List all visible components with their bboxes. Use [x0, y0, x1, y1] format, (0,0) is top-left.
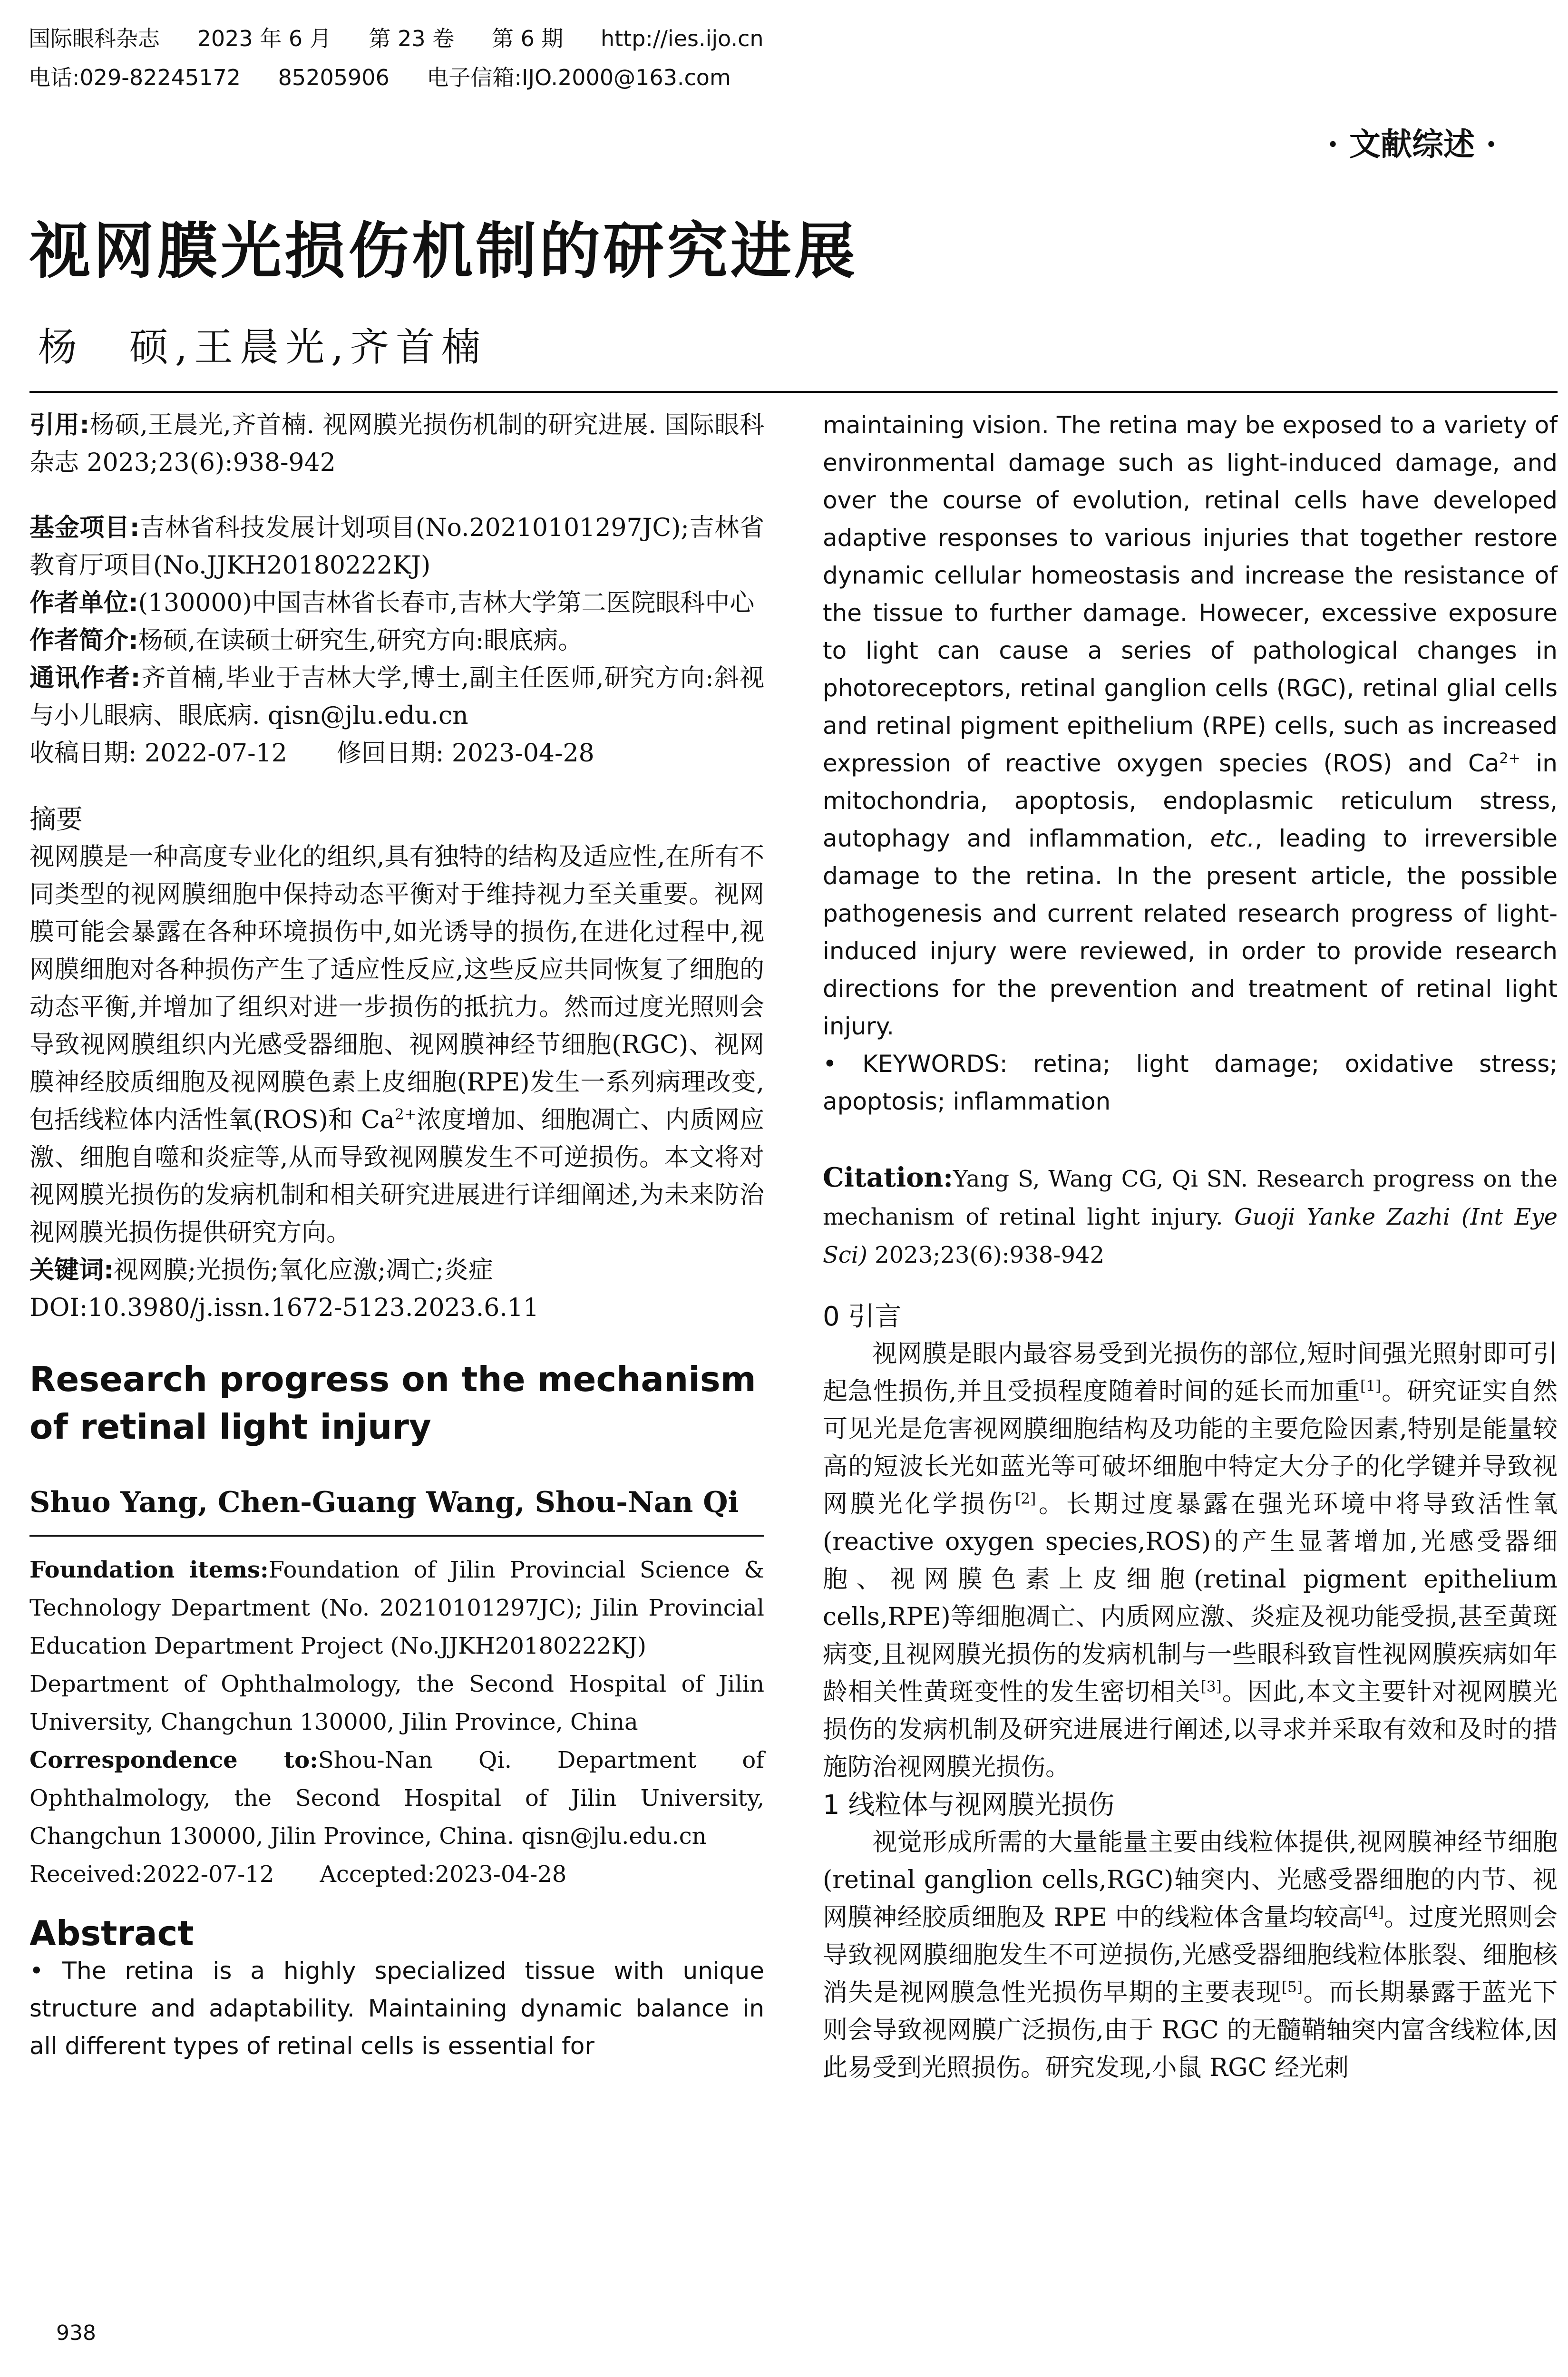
section-tag: · 文献综述 ·	[1327, 126, 1497, 163]
doi: DOI:10.3980/j.issn.1672-5123.2023.6.11	[29, 1294, 539, 1322]
unit-cn: 作者单位:(130000)中国吉林省长春市,吉林大学第二医院眼科中心	[29, 589, 755, 617]
bio-cn: 作者简介:杨硕,在读硕士研究生,研究方向:眼底病。	[29, 626, 583, 655]
section-0-paragraph: 视网膜是眼内最容易受到光损伤的部位,短时间强光照射即可引起急性损伤,并且受损程度随着时间的延长而加重[1]。研究证实自然可见光是危害视网膜细胞结构及功能的主要危险因素,特别是能量较高的短波长光如蓝光等可破坏细胞中特定大分子的化学键并导致视网膜光化学损伤[2]。长期过度暴露在强光环境中将导致活性氧(reactive oxygen species,ROS)的产生显著增加,光感受器细胞、视网膜色素上皮细胞(retinal pigment epithelium cells,RPE)等细胞凋亡、内质网应激、炎症及视功能受损,甚至黄斑病变,且视网膜光损伤的发病机制与一些眼科致盲性视网膜疾病如年龄相关性黄斑变性的发生密切相关[3]。因此,本文主要针对视网膜光损伤的发病机制及研究进展进行阐述,以寻求并采取有效和及时的措施防治视网膜光损伤。	[823, 1340, 1558, 1782]
citation-cn: 引用:杨硕,王晨光,齐首楠. 视网膜光损伤机制的研究进展. 国际眼科杂志 2023;23(6):938-942	[29, 411, 764, 477]
phone-2: 85205906	[278, 65, 390, 90]
ref-4[interactable]: [4]	[1363, 1903, 1384, 1921]
correspondence-cn: 通讯作者:齐首楠,毕业于吉林大学,博士,副主任医师,研究方向:斜视与小儿眼病、眼底病. qisn@jlu.edu.cn	[29, 664, 765, 730]
department-en: Department of Ophthalmology, the Second Hospital of Jilin University, Changchun 130000, Jilin Province, China	[29, 1671, 764, 1735]
right-column	[823, 407, 1558, 2087]
article-title-cn: 视网膜光损伤机制的研究进展	[29, 216, 858, 287]
dates-en: Received:2022-07-12 Accepted:2023-04-28	[29, 1861, 567, 1888]
en-authors-divider	[29, 1535, 764, 1537]
abstract-en-start: • The retina is a highly specialized tissue with unique structure and adaptability. Maintaining dynamic balance in all different types of retinal cells is essential for	[29, 1957, 764, 2060]
issue-number: 第 6 期	[491, 26, 564, 51]
ref-3[interactable]: [3]	[1200, 1678, 1222, 1695]
abstract-en-cont: maintaining vision. The retina may be exposed to a variety of environmental damage such as light-induced damage, and over the course of evolution, retinal cells have developed adaptive responses to various injuries that together restore dynamic cellular homeostasis and increase the resistance of the tissue to further damage. Howecer, excessive exposure to light can cause a series of pathological changes in photoreceptors, retinal ganglion cells (RGC), retinal glial cells and retinal pigment epithelium (RPE) cells, such as increased expression of reactive oxygen species (ROS) and $Ca^{2+}$ in mitochondria, apoptosis, endoplasmic reticulum stress, autophagy and inflammation, etc., leading to irreversible damage to the retina. In the present article, the possible pathogenesis and current related research progress of light-induced injury were reviewed, in order to provide research directions for the prevention and treatment of retinal light injury.	[823, 411, 1558, 1040]
journal-name: 国际眼科杂志	[29, 26, 160, 51]
keywords-cn: 关键词:视网膜;光损伤;氧化应激;凋亡;炎症	[29, 1256, 493, 1285]
section-0-title: 0 引言	[823, 1301, 902, 1332]
journal-header	[29, 19, 794, 97]
abstract-label-cn: 摘要	[29, 804, 83, 835]
foundation-en: Foundation items:Foundation of Jilin Provincial Science & Technology Department (No. 20210101297JC); Jilin Provincial Education Department Project (No.JJKH20180222KJ)	[29, 1557, 765, 1659]
fund-cn: 基金项目:吉林省科技发展计划项目(No.20210101297JC);吉林省教育厅项目(No.JJKH20180222KJ)	[29, 514, 764, 580]
section-1-paragraph: 视觉形成所需的大量能量主要由线粒体提供,视网膜神经节细胞(retinal ganglion cells,RGC)轴突内、光感受器细胞的内节、视网膜神经胶质细胞及 RPE 中的线粒体含量均较高[4]。过度光照则会导致视网膜细胞发生不可逆损伤,光感受器细胞线粒体胀裂、细胞核消失是视网膜急性光损伤早期的主要表现[5]。而长期暴露于蓝光下则会导致视网膜广泛损伤,由于 RGC 的无髓鞘轴突内富含线粒体,因此易受到光照损伤。研究发现,小鼠 RGC 经光刺	[823, 1828, 1558, 2082]
title-divider	[29, 391, 1558, 393]
ref-2[interactable]: [2]	[1015, 1490, 1036, 1508]
left-column	[29, 407, 764, 2065]
page-number: 938	[56, 2321, 96, 2345]
dates-cn: 收稿日期: 2022-07-12 修回日期: 2023-04-28	[29, 739, 594, 768]
issue-date: 2023 年 6 月	[197, 26, 331, 51]
citation-en: Citation:Yang S, Wang CG, Qi SN. Research progress on the mechanism of retinal light injury. Guoji Yanke Zazhi (Int Eye Sci) 2023;23(6):938-942	[823, 1162, 1558, 1268]
keywords-en: • KEYWORDS: retina; light damage; oxidative stress; apoptosis; inflammation	[823, 1050, 1558, 1115]
abstract-cn: 视网膜是一种高度专业化的组织,具有独特的结构及适应性,在所有不同类型的视网膜细胞中保持动态平衡对于维持视力至关重要。视网膜可能会暴露在各种环境损伤中,如光诱导的损伤,在进化过程中,视网膜细胞对各种损伤产生了适应性反应,这些反应共同恢复了细胞的动态平衡,并增加了组织对进一步损伤的抵抗力。然而过度光照则会导致视网膜组织内光感受器细胞、视网膜神经节细胞(RGC)、视网膜神经胶质细胞及视网膜色素上皮细胞(RPE)发生一系列病理改变,包括线粒体内活性氧(ROS)和 $Ca^{2+}$浓度增加、细胞凋亡、内质网应激、细胞自噬和炎症等,从而导致视网膜发生不可逆损伤。本文将对视网膜光损伤的发病机制和相关研究进展进行详细阐述,为未来防治视网膜光损伤提供研究方向。	[29, 843, 764, 1247]
ref-1[interactable]: [1]	[1360, 1377, 1382, 1395]
article-title-en: Research progress on the mechanism of retinal light injury	[29, 1359, 756, 1447]
volume: 第 23 卷	[369, 26, 455, 51]
authors-en: Shuo Yang, Chen-Guang Wang, Shou-Nan Qi	[29, 1486, 739, 1519]
journal-url[interactable]: http://ies.ijo.cn	[601, 26, 764, 51]
email[interactable]: 电子信箱:IJO.2000@163.com	[427, 65, 731, 90]
section-1-title: 1 线粒体与视网膜光损伤	[823, 1790, 1115, 1821]
ref-5[interactable]: [5]	[1281, 1978, 1303, 1996]
phone: 电话:029-82245172	[29, 65, 241, 90]
authors-cn: 杨 硕,王晨光,齐首楠	[38, 325, 487, 370]
correspondence-en: Correspondence to:Shou-Nan Qi. Department of Ophthalmology, the Second Hospital of Jilin University, Changchun 130000, Jilin Province, China. qisn@jlu.edu.cn	[29, 1747, 764, 1850]
abstract-label-en: Abstract	[29, 1913, 194, 1953]
